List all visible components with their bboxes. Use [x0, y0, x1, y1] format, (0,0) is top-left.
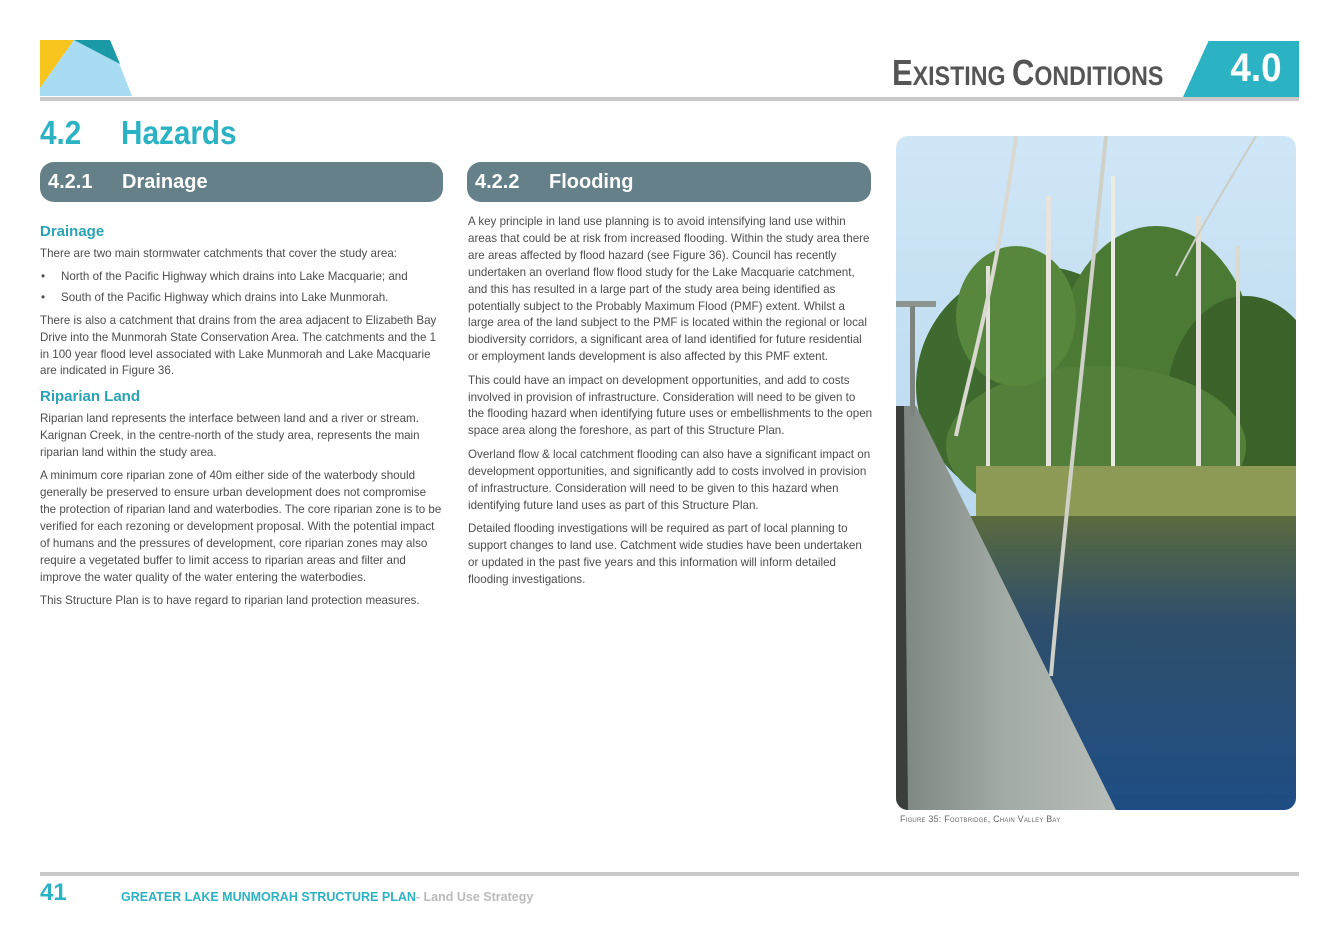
- footbridge-photo: [896, 136, 1296, 810]
- drainage-paragraph: There is also a catchment that drains from the area adjacent to Elizabeth Bay Drive into the Munmorah State Conservation Area. The catchments and the 1 in 100 year flood level associated with Lake Munmorah and Lake Macquarie are indicated in Figure 36.: [40, 313, 437, 378]
- chapter-number: 4.0: [1230, 46, 1282, 90]
- riparian-heading: Riparian Land: [40, 387, 141, 405]
- flooding-column: [468, 214, 873, 595]
- footer-rule: [40, 872, 1299, 876]
- catchment-list: [40, 269, 445, 306]
- drainage-column: [40, 222, 445, 616]
- riparian-paragraph-3: This Structure Plan is to have regard to riparian land protection measures.: [40, 593, 420, 607]
- chapter-title: EXISTING CONDITIONS: [892, 52, 1164, 93]
- banner-flooding: 4.2.2 Flooding: [467, 162, 871, 202]
- drainage-intro: There are two main stormwater catchments that cover the study area:: [40, 247, 397, 260]
- banner-drainage: 4.2.1 Drainage: [40, 162, 443, 202]
- section-number: 4.2: [40, 114, 82, 151]
- riparian-paragraph-2: A minimum core riparian zone of 40m either side of the waterbody should generally be preserved to ensure urban development does not compromise the protection of riparian land and waterbodies. The core riparian zone is to be verified for each rezoning or development proposal. With the potential impact of humans and the pressures of development, core riparian zones may also require a vegetated buffer to limit access to riparian areas and filter and improve the water quality of the water entering the waterbodies.: [40, 469, 442, 584]
- drainage-heading: Drainage: [40, 223, 105, 240]
- flooding-paragraph-1: A key principle in land use planning is to avoid intensifying land use within areas that could be at risk from increased flooding. Within the study area there are areas affected by flood hazard (see Figure 36). Council has recently undertaken an overland flow flood study for the Lake Macquarie catchment, and this has resulted in a large part of the study area being identified as potentially subject to the Probably Maximum Flood (PMF) extent. Whilst a large area of the land subject to the PMF is located within the regional or local biodiversity corridors, a significant area of land identified for future residential or employment lands development is also affected by this PMF extent.: [468, 215, 870, 364]
- brand-logo: [40, 40, 132, 96]
- section-name: Hazards: [121, 114, 237, 151]
- section-title: [40, 114, 237, 154]
- flooding-paragraph-4: Detailed flooding investigations will be required as part of local planning to support changes to land use. Catchment wide studies have been undertaken or updated in the past five years and this information will inform detailed flooding investigations.: [468, 521, 862, 586]
- flooding-paragraph-2: This could have an impact on development opportunities, and add to costs involved in provision of infrastructure. Consideration will need to be given to the flooding hazard when identifying future uses or embellishments to the open space area along the foreshore, as part of this Structure Plan.: [468, 373, 873, 438]
- document-title: GREATER LAKE MUNMORAH STRUCTURE PLAN- Land Use Strategy: [121, 890, 534, 904]
- list-item: • South of the Pacific Highway which drains into Lake Munmorah.: [40, 290, 445, 307]
- list-item: • North of the Pacific Highway which drains into Lake Macquarie; and: [40, 269, 445, 286]
- figure-caption: Figure 35: Footbridge, Chain Valley Bay: [900, 814, 1061, 824]
- header-rule: [40, 97, 1299, 101]
- flooding-paragraph-3: Overland flow & local catchment flooding can also have a significant impact on development opportunities, and significantly add to costs involved in provision of infrastructure. Consideration will need to be given to this hazard when identifying future land uses as part of this Structure Plan.: [468, 447, 871, 512]
- page-number: 41: [40, 879, 67, 906]
- riparian-paragraph-1: Riparian land represents the interface between land and a river or stream. Karignan Creek, in the centre-north of the study area, represents the main riparian land within the study area.: [40, 411, 420, 459]
